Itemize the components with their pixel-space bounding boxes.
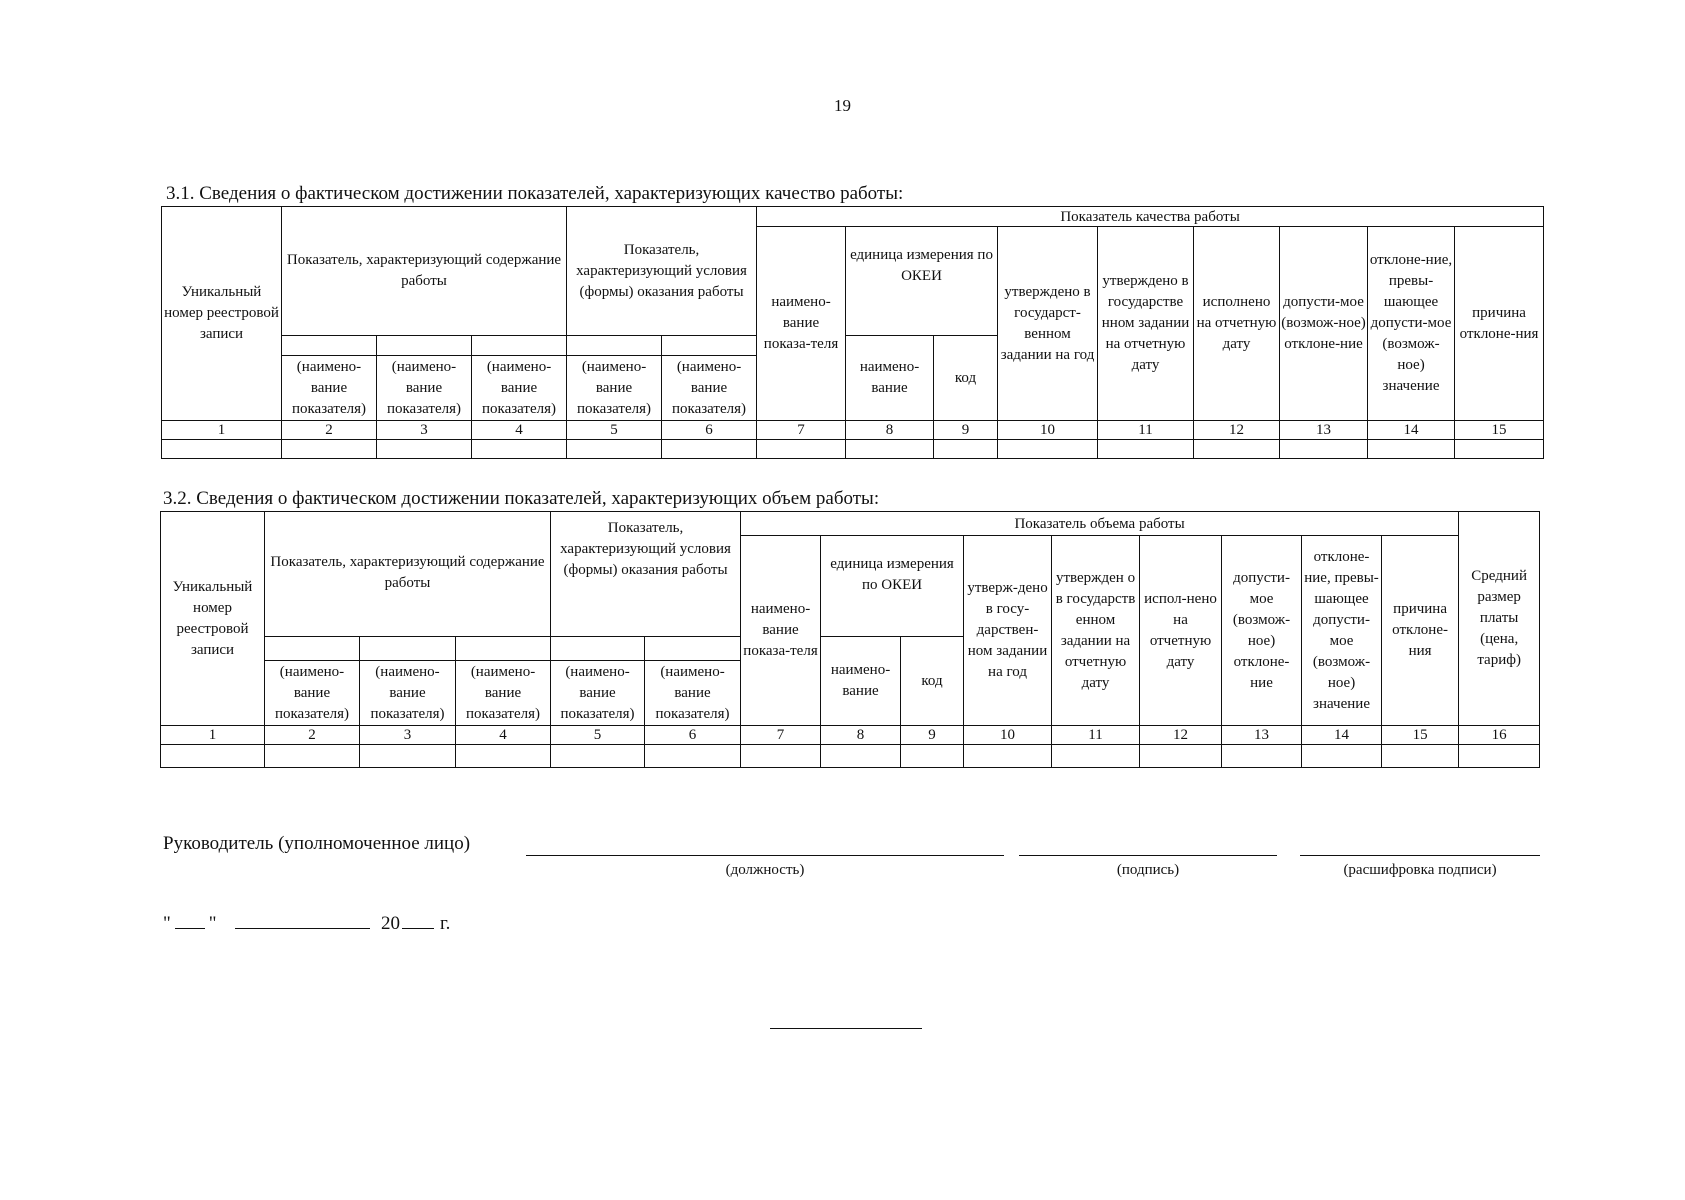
- unit-name-header: наимено-вание: [846, 336, 934, 421]
- indicator-name-col-header: наимено-вание показа-теля: [757, 227, 846, 421]
- data-cell[interactable]: [161, 745, 265, 768]
- indicator-name-header: (наимено-вание показателя): [645, 661, 741, 726]
- indicator-name-header: (наимено-вание показателя): [360, 661, 456, 726]
- month-blank[interactable]: [235, 910, 370, 929]
- column-number: 8: [821, 726, 901, 745]
- decoding-caption: (расшифровка подписи): [1343, 862, 1497, 878]
- data-cell[interactable]: [567, 440, 662, 459]
- indicator-name-header: (наимено-вание показателя): [456, 661, 551, 726]
- approved-date-header: утверждено в государстве нном задании на отчетную дату: [1098, 227, 1194, 421]
- column-number: 4: [456, 726, 551, 745]
- content-group-header: Показатель, характеризующий содержание работы: [265, 512, 551, 637]
- blank-cell: [551, 637, 645, 661]
- indicator-name-header: (наимено-вание показателя): [662, 356, 757, 421]
- data-cell[interactable]: [757, 440, 846, 459]
- exceeding-deviation-header: отклоне-ние, превы-шающее допусти-мое (возмож-ное) значение: [1302, 536, 1382, 726]
- unit-group-header: единица измерения по ОКЕИ: [821, 536, 964, 637]
- signature-line[interactable]: [1019, 855, 1277, 856]
- column-number: 5: [567, 421, 662, 440]
- conditions-group-header: Показатель, характеризующий условия (формы) оказания работы: [551, 512, 741, 637]
- column-number: 16: [1459, 726, 1540, 745]
- year-suffix: г.: [440, 913, 451, 934]
- column-number: 6: [645, 726, 741, 745]
- allowed-deviation-header: допусти-мое (возмож-ное) отклоне-ние: [1280, 227, 1368, 421]
- blank-cell: [662, 336, 757, 356]
- column-number: 14: [1302, 726, 1382, 745]
- data-cell[interactable]: [934, 440, 998, 459]
- data-cell[interactable]: [1194, 440, 1280, 459]
- average-fee-header: Средний размер платы (цена, тариф): [1459, 512, 1540, 726]
- indicator-name-header: (наимено-вание показателя): [567, 356, 662, 421]
- data-cell[interactable]: [472, 440, 567, 459]
- column-number: 3: [377, 421, 472, 440]
- blank-cell: [282, 336, 377, 356]
- unique-number-header: Уникальный номер реестровой записи: [162, 207, 282, 421]
- position-caption: (должность): [725, 862, 805, 878]
- signature-caption: (подпись): [1116, 862, 1180, 878]
- approved-year-header: утверж-дено в госу-дарствен-ном задании на год: [964, 536, 1052, 726]
- unique-number-header: Уникальный номер реестровой записи: [161, 512, 265, 726]
- open-quote: ": [163, 913, 171, 934]
- data-cell[interactable]: [901, 745, 964, 768]
- column-number: 7: [741, 726, 821, 745]
- section-3-1-title: 3.1. Сведения о фактическом достижении показателей, характеризующих качество работы:: [166, 183, 904, 204]
- column-number: 2: [282, 421, 377, 440]
- column-number: 9: [901, 726, 964, 745]
- data-cell[interactable]: [456, 745, 551, 768]
- column-number: 5: [551, 726, 645, 745]
- data-cell[interactable]: [1222, 745, 1302, 768]
- column-number: 13: [1222, 726, 1302, 745]
- data-cell[interactable]: [1382, 745, 1459, 768]
- column-number: 7: [757, 421, 846, 440]
- column-number: 10: [998, 421, 1098, 440]
- indicator-name-header: (наимено-вание показателя): [551, 661, 645, 726]
- data-cell[interactable]: [662, 440, 757, 459]
- unit-name-header: наимено-вание: [821, 637, 901, 726]
- column-number: 13: [1280, 421, 1368, 440]
- allowed-deviation-header: допусти-мое (возмож-ное) отклоне-ние: [1222, 536, 1302, 726]
- volume-table: [160, 511, 1540, 768]
- column-number: 3: [360, 726, 456, 745]
- date-row: [163, 910, 450, 935]
- data-cell[interactable]: [1455, 440, 1544, 459]
- column-number: 11: [1098, 421, 1194, 440]
- close-quote: ": [208, 913, 217, 934]
- column-number: 10: [964, 726, 1052, 745]
- volume-group-header: Показатель объема работы: [741, 512, 1459, 536]
- indicator-name-header: (наимено-вание показателя): [472, 356, 567, 421]
- data-cell[interactable]: [1052, 745, 1140, 768]
- data-cell[interactable]: [821, 745, 901, 768]
- signatory-label: Руководитель (уполномоченное лицо): [163, 833, 471, 854]
- column-number: 6: [662, 421, 757, 440]
- column-number: 12: [1194, 421, 1280, 440]
- data-cell[interactable]: [282, 440, 377, 459]
- column-number: 8: [846, 421, 934, 440]
- data-cell[interactable]: [846, 440, 934, 459]
- footer-rule: [770, 1028, 922, 1029]
- data-cell[interactable]: [162, 440, 282, 459]
- data-cell[interactable]: [377, 440, 472, 459]
- indicator-name-header: (наимено-вание показателя): [265, 661, 360, 726]
- data-cell[interactable]: [645, 745, 741, 768]
- blank-cell: [377, 336, 472, 356]
- deviation-reason-header: причина отклоне-ния: [1382, 536, 1459, 726]
- blank-cell: [645, 637, 741, 661]
- year-prefix: 20: [381, 913, 401, 934]
- column-number: 9: [934, 421, 998, 440]
- executed-header: исполнено на отчетную дату: [1194, 227, 1280, 421]
- data-cell[interactable]: [1140, 745, 1222, 768]
- data-cell[interactable]: [265, 745, 360, 768]
- section-3-2-title: 3.2. Сведения о фактическом достижении показателей, характеризующих объем работы:: [163, 488, 880, 509]
- data-cell[interactable]: [964, 745, 1052, 768]
- blank-cell: [360, 637, 456, 661]
- column-number: 2: [265, 726, 360, 745]
- executed-header: испол-нено на отчетную дату: [1140, 536, 1222, 726]
- blank-cell: [472, 336, 567, 356]
- data-cell[interactable]: [360, 745, 456, 768]
- data-cell[interactable]: [741, 745, 821, 768]
- blank-cell: [456, 637, 551, 661]
- indicator-name-header: (наимено-вание показателя): [377, 356, 472, 421]
- quality-table: [161, 206, 1544, 459]
- data-cell[interactable]: [1368, 440, 1455, 459]
- indicator-name-header: (наимено-вание показателя): [282, 356, 377, 421]
- column-number: 1: [161, 726, 265, 745]
- data-cell[interactable]: [1098, 440, 1194, 459]
- day-blank[interactable]: [175, 910, 205, 929]
- data-cell[interactable]: [998, 440, 1098, 459]
- content-group-header: Показатель, характеризующий содержание работы: [282, 207, 567, 336]
- data-cell[interactable]: [551, 745, 645, 768]
- column-number: 1: [162, 421, 282, 440]
- deviation-reason-header: причина отклоне-ния: [1455, 227, 1544, 421]
- quality-group-header: Показатель качества работы: [757, 207, 1544, 227]
- column-number: 12: [1140, 726, 1222, 745]
- column-number: 15: [1382, 726, 1459, 745]
- unit-code-header: код: [901, 637, 964, 726]
- approved-year-header: утверждено в государст-венном задании на год: [998, 227, 1098, 421]
- position-line[interactable]: [526, 855, 1004, 856]
- exceeding-deviation-header: отклоне-ние, превы-шающее допусти-мое (возмож-ное) значение: [1368, 227, 1455, 421]
- data-cell[interactable]: [1302, 745, 1382, 768]
- indicator-name-col-header: наимено-вание показа-теля: [741, 536, 821, 726]
- conditions-group-header: Показатель, характеризующий условия (формы) оказания работы: [567, 207, 757, 336]
- column-number: 15: [1455, 421, 1544, 440]
- year-blank[interactable]: [402, 910, 434, 929]
- unit-group-header: единица измерения по ОКЕИ: [846, 227, 998, 336]
- approved-date-header: утвержден о в государств енном задании на отчетную дату: [1052, 536, 1140, 726]
- data-cell[interactable]: [1459, 745, 1540, 768]
- column-number: 4: [472, 421, 567, 440]
- unit-code-header: код: [934, 336, 998, 421]
- page-number: 19: [834, 96, 851, 115]
- blank-cell: [567, 336, 662, 356]
- column-number: 11: [1052, 726, 1140, 745]
- data-cell[interactable]: [1280, 440, 1368, 459]
- column-number: 14: [1368, 421, 1455, 440]
- blank-cell: [265, 637, 360, 661]
- decoding-line[interactable]: [1300, 855, 1540, 856]
